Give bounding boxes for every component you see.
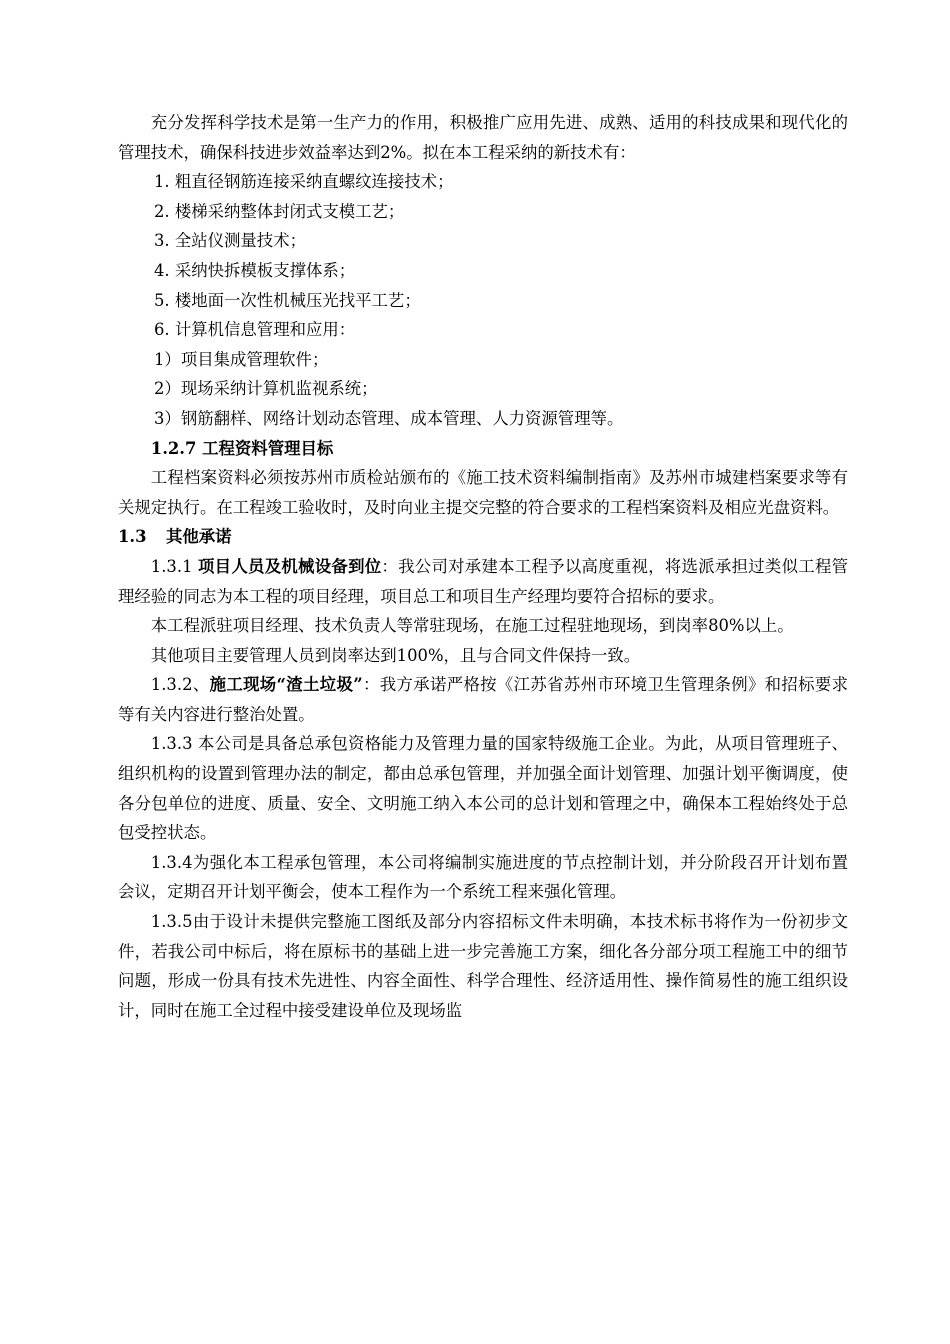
list-item: 3. 全站仪测量技术；: [154, 231, 306, 251]
section-heading-1-2-7: 1.2.7 工程资料管理目标: [150, 438, 334, 458]
sub-list: [118, 345, 848, 434]
list-item: 4. 采纳快拆模板支撑体系；: [154, 260, 356, 280]
section-1-3-2: [118, 670, 848, 729]
section-1-3-1-paragraph-2: 本工程派驻项目经理、技术负责人等常驻现场，在施工过程驻地现场，到岗率80%以上。: [150, 616, 794, 636]
section-1-3-4: 1.3.4为强化本工程承包管理，本公司将编制实施进度的节点控制计划，并分阶段召开计划布置会议，定期召开计划平衡会，使本工程作为一个系统工程来强化管理。: [118, 852, 848, 902]
section-1-3-3: 1.3.3 本公司是具备总承包资格能力及管理力量的国家特级施工企业。为此，从项目管理班子、组织机构的设置到管理办法的制定，都由总承包管理，并加强全面计划管理、加强计划平衡调度，使各分包单位的进度、质量、安全、文明施工纳入本公司的总计划和管理之中，确保本工程始终处于总包受控状态。: [118, 734, 848, 843]
section-body-1-2-7: 工程档案资料必须按苏州市质检站颁布的《施工技术资料编制指南》及苏州市城建档案要求等有关规定执行。在工程竣工验收时，及时向业主提交完整的符合要求的工程档案资料及相应光盘资料。: [118, 468, 848, 517]
sub-list-item: 1）项目集成管理软件；: [154, 349, 329, 369]
clause-body: ：我方承诺严格按《江苏省苏州市环境卫生管理条例》和招标要求等有关内容进行整治处置。: [118, 675, 849, 724]
section-1-3-1: [118, 552, 848, 611]
section-number: 1.3: [118, 527, 147, 547]
clause-title: 项目人员及机械设备到位: [198, 556, 382, 576]
section-1-3-5: 1.3.5由于设计未提供完整施工图纸及部分内容招标文件未明确，本技术标书将作为一份初步文件，若我公司中标后，将在原标书的基础上进一步完善施工方案，细化各分部分项工程施工中的细节问题，形成一份具有技术先进性、内容全面性、科学合理性、经济适用性、操作简易性的施工组织设计，同时在施工全过程中接受建设单位及现场监: [118, 912, 848, 1020]
document-page: [118, 108, 848, 1025]
clause-title: 施工现场“渣土垃圾”: [209, 675, 363, 695]
sub-list-item: 3）钢筋翻样、网络计划动态管理、成本管理、人力资源管理等。: [154, 408, 624, 428]
clause-number: 1.3.1: [150, 556, 198, 576]
list-item: 5. 楼地面一次性机械压光找平工艺；: [154, 290, 421, 310]
clause-body: ：我公司对承建本工程予以高度重视，将选派承担过类似工程管理经验的同志为本工程的项目经理，项目总工和项目生产经理均要符合招标的要求。: [118, 556, 849, 606]
new-tech-list: [118, 167, 848, 345]
list-item: 6. 计算机信息管理和应用：: [154, 320, 356, 340]
sub-list-item: 2）现场采纳计算机监视系统；: [154, 379, 378, 399]
intro-paragraph: 充分发挥科学技术是第一生产力的作用，积极推广应用先进、成熟、适用的科技成果和现代化的管理技术，确保科技进步效益率达到2%。拟在本工程采纳的新技术有：: [118, 113, 848, 162]
list-item: 1. 粗直径钢筋连接采纳直螺纹连接技术；: [154, 172, 454, 192]
section-1-3-1-paragraph-3: 其他项目主要管理人员到岗率达到100%，且与合同文件保持一致。: [150, 645, 641, 665]
clause-number: 1.3.2、: [150, 675, 210, 695]
list-item: 2. 楼梯采纳整体封闭式支模工艺；: [154, 201, 405, 221]
section-heading-1-3: [118, 522, 848, 552]
section-title: 其他承诺: [166, 527, 232, 547]
